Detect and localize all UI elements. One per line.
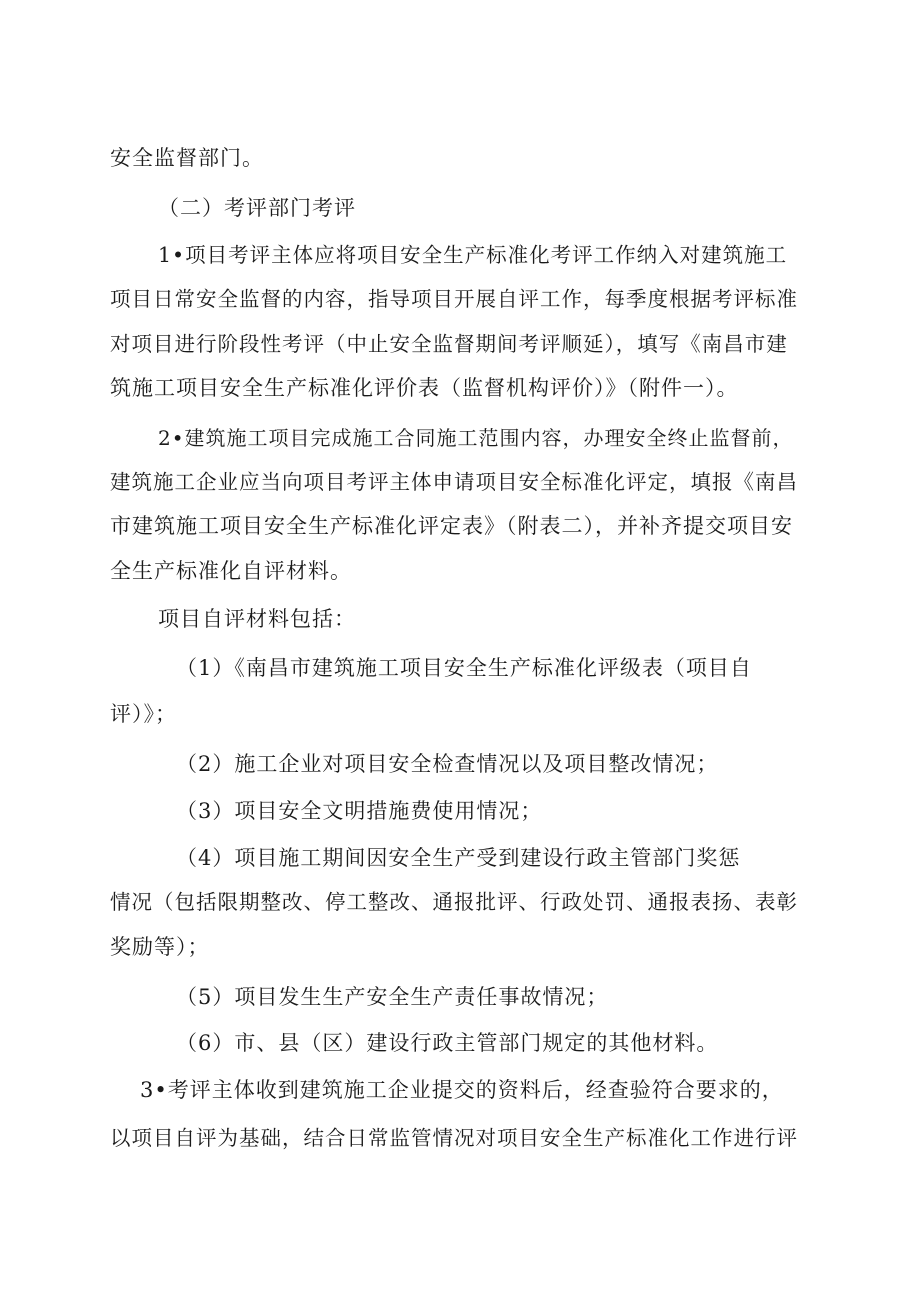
list-item: （6）市、县（区）建设行政主管部门规定的其他材料。: [176, 1031, 719, 1055]
text-line: 评）》；: [110, 702, 177, 726]
list-item: （2）施工企业对项目安全检查情况以及项目整改情况；: [176, 752, 719, 776]
text-line: 奖励等）；: [110, 935, 210, 959]
text-line: 1•项目考评主体应将项目安全生产标准化考评工作纳入对建筑施工: [158, 243, 788, 267]
text-line: 安全监督部门。: [110, 146, 264, 170]
text-line: 2•建筑施工项目完成施工合同施工范围内容，办理安全终止监督前，: [158, 426, 794, 450]
list-item: （1）《南昌市建筑施工项目安全生产标准化评级表（项目自: [176, 656, 752, 680]
text-line: 建筑施工企业应当向项目考评主体申请项目安全标准化评定，填报《南昌: [110, 470, 798, 494]
text-line: 情况（包括限期整改、停工整改、通报批评、行政处罚、通报表扬、表彰: [110, 890, 798, 914]
text-line: 全生产标准化自评材料。: [110, 559, 352, 583]
list-item: （5）项目发生生产安全生产责任事故情况；: [176, 985, 609, 1009]
list-item: （4）项目施工期间因安全生产受到建设行政主管部门奖惩: [176, 846, 741, 870]
text-line: 3•考评主体收到建筑施工企业提交的资料后，经查验符合要求的，: [140, 1078, 784, 1102]
text-line: 市建筑施工项目安全生产标准化评定表》（附表二），并补齐提交项目安: [110, 514, 793, 538]
text-line: 筑施工项目安全生产标准化评价表（监督机构评价）》（附件一）。: [110, 376, 739, 400]
text-line: 以项目自评为基础，结合日常监管情况对项目安全生产标准化工作进行评: [110, 1126, 798, 1150]
section-heading: （二）考评部门考评: [158, 196, 356, 220]
text-line: 项目自评材料包括：: [158, 607, 356, 631]
text-line: 对项目进行阶段性考评（中止安全监督期间考评顺延），填写《南昌市建: [110, 332, 788, 356]
text-line: 项目日常安全监督的内容，指导项目开展自评工作，每季度根据考评标准: [110, 287, 798, 311]
list-item: （3）项目安全文明措施费使用情况；: [176, 799, 543, 823]
